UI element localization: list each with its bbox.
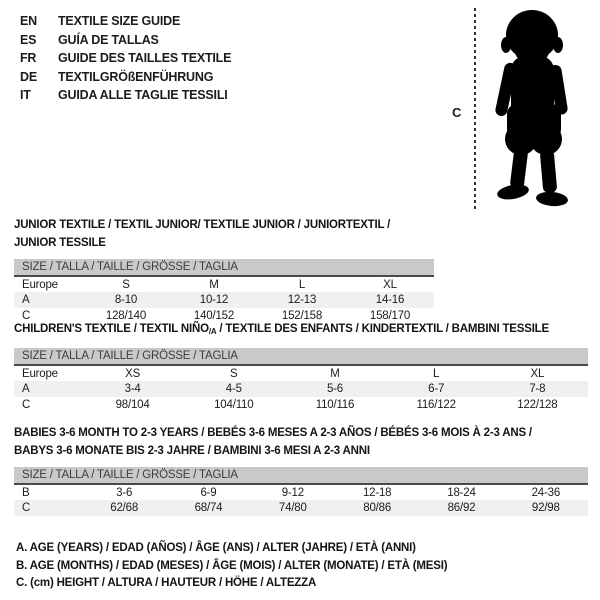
childrens-size-table — [14, 348, 588, 413]
table-cell: 68/74 — [194, 502, 223, 514]
legend-block — [16, 540, 447, 593]
table-row-europe — [14, 276, 434, 292]
language-title: TEXTILGRÖßENFÜHRUNG — [58, 69, 214, 84]
size-header: SIZE / TALLA / TAILLE / GRÖSSE / TAGLIA — [14, 259, 434, 276]
size-header: SIZE / TALLA / TAILLE / GRÖSSE / TAGLIA — [14, 348, 588, 365]
table-cell: M — [209, 278, 219, 291]
table-cell: 4-5 — [225, 383, 242, 395]
language-row-de — [20, 68, 231, 87]
table-cell: 152/158 — [281, 310, 323, 322]
table-row-europe — [14, 365, 588, 381]
babies-table-title — [14, 424, 588, 460]
table-cell: 116/122 — [416, 399, 456, 411]
table-cell: 74/80 — [278, 502, 307, 514]
table-cell: 140/152 — [193, 310, 235, 322]
babies-textile-section — [14, 424, 588, 516]
table-cell: 104/110 — [214, 399, 254, 411]
table-cell: L — [298, 278, 306, 291]
table-row-age — [14, 292, 434, 308]
title-text: / TEXTILE DES ENFANTS / KINDERTEXTIL / BAMBINI TESSILE — [216, 323, 549, 335]
table-cell: 158/170 — [369, 310, 411, 322]
table-cell: XS — [125, 367, 141, 380]
legend-height-cm: C. (cm) HEIGHT / ALTURA / HAUTEUR / HÖHE / ALTEZZA — [16, 577, 317, 589]
title-line-1: BABIES 3-6 MONTH TO 2-3 YEARS / BEBÉS 3-6 MESES A 2-3 AÑOS / BÉBÉS 3-6 MOIS À 2-3 ANS / — [14, 427, 532, 439]
title-subscript: /A — [208, 327, 217, 336]
row-label: A — [22, 383, 30, 395]
table-row-months — [14, 484, 588, 500]
table-cell: 8-10 — [114, 294, 138, 306]
language-row-fr — [20, 49, 231, 68]
row-label: C — [22, 310, 31, 322]
language-code: ES — [20, 32, 37, 47]
table-cell: 5-6 — [326, 383, 343, 395]
legend-age-months: B. AGE (MONTHS) / EDAD (MESES) / ÂGE (MOIS) / ALTER (MONATE) / ETÀ (MESI) — [16, 559, 448, 572]
table-cell: 6-7 — [428, 383, 445, 395]
table-cell: 3-4 — [124, 383, 141, 395]
language-title: GUIDE DES TAILLES TEXTILE — [58, 51, 232, 66]
table-cell: 12-18 — [362, 486, 392, 499]
table-cell: 86/92 — [447, 502, 476, 514]
language-row-en — [20, 12, 231, 31]
table-row-height — [14, 500, 588, 516]
table-cell: 24-36 — [531, 486, 561, 499]
toddler-silhouette-icon — [483, 8, 593, 210]
table-row-height — [14, 397, 588, 413]
row-label: B — [22, 486, 30, 499]
table-cell: 7-8 — [529, 383, 546, 395]
junior-table-title: JUNIOR TEXTILE / TEXTIL JUNIOR/ TEXTILE JUNIOR / JUNIORTEXTIL / JUNIOR TESSILE — [14, 219, 391, 249]
title-text: CHILDREN'S TEXTILE / TEXTIL NIÑO — [14, 323, 209, 335]
table-cell: 18-24 — [447, 486, 476, 499]
table-cell: 110/116 — [315, 399, 355, 411]
table-cell: XL — [383, 278, 397, 291]
row-label: C — [22, 502, 31, 514]
table-cell: L — [433, 367, 440, 380]
table-cell: 10-12 — [199, 294, 229, 306]
language-code: EN — [20, 14, 37, 29]
language-code: IT — [20, 88, 31, 103]
legend-age-years: A. AGE (YEARS) / EDAD (AÑOS) / ÂGE (ANS) / ALTER (JAHRE) / ETÀ (ANNI) — [16, 542, 416, 554]
language-title: GUÍA DE TALLAS — [58, 32, 159, 47]
table-cell: 128/140 — [105, 310, 147, 322]
size-header: SIZE / TALLA / TAILLE / GRÖSSE / TAGLIA — [14, 467, 588, 484]
childrens-table-title — [14, 320, 588, 341]
height-measure-dashed-line — [474, 8, 476, 212]
language-title-list — [20, 12, 231, 105]
language-row-it — [20, 86, 231, 105]
row-label: C — [22, 399, 31, 411]
row-label: A — [22, 294, 30, 306]
table-cell: 98/104 — [115, 399, 150, 411]
table-cell: M — [330, 367, 340, 380]
row-label: Europe — [22, 367, 58, 380]
table-cell: 12-13 — [287, 294, 317, 306]
language-title: GUIDA ALLE TAGLIE TESSILI — [58, 88, 228, 103]
table-cell: 92/98 — [531, 502, 560, 514]
title-line-2: BABYS 3-6 MONATE BIS 2-3 JAHRE / BAMBINI 3-6 MESI A 2-3 ANNI — [14, 445, 370, 457]
table-cell: 122/128 — [517, 399, 558, 411]
table-cell: 80/86 — [363, 502, 392, 514]
table-cell: 6-9 — [200, 486, 217, 499]
table-cell: 14-16 — [375, 294, 405, 306]
language-code: FR — [20, 51, 37, 66]
junior-textile-section — [14, 216, 434, 324]
height-measure-label: C — [452, 105, 462, 120]
babies-size-table — [14, 467, 588, 516]
junior-size-table — [14, 259, 434, 324]
childrens-textile-section — [14, 320, 588, 413]
language-code: DE — [20, 69, 37, 84]
table-row-age — [14, 381, 588, 397]
language-title: TEXTILE SIZE GUIDE — [58, 14, 181, 29]
table-cell: 9-12 — [281, 486, 304, 499]
row-label: Europe — [22, 278, 58, 291]
table-cell: S — [230, 367, 238, 380]
table-cell: XL — [530, 367, 545, 380]
language-row-es — [20, 31, 231, 50]
table-cell: 3-6 — [116, 486, 133, 499]
table-cell: S — [122, 278, 130, 291]
table-cell: 62/68 — [110, 502, 139, 514]
